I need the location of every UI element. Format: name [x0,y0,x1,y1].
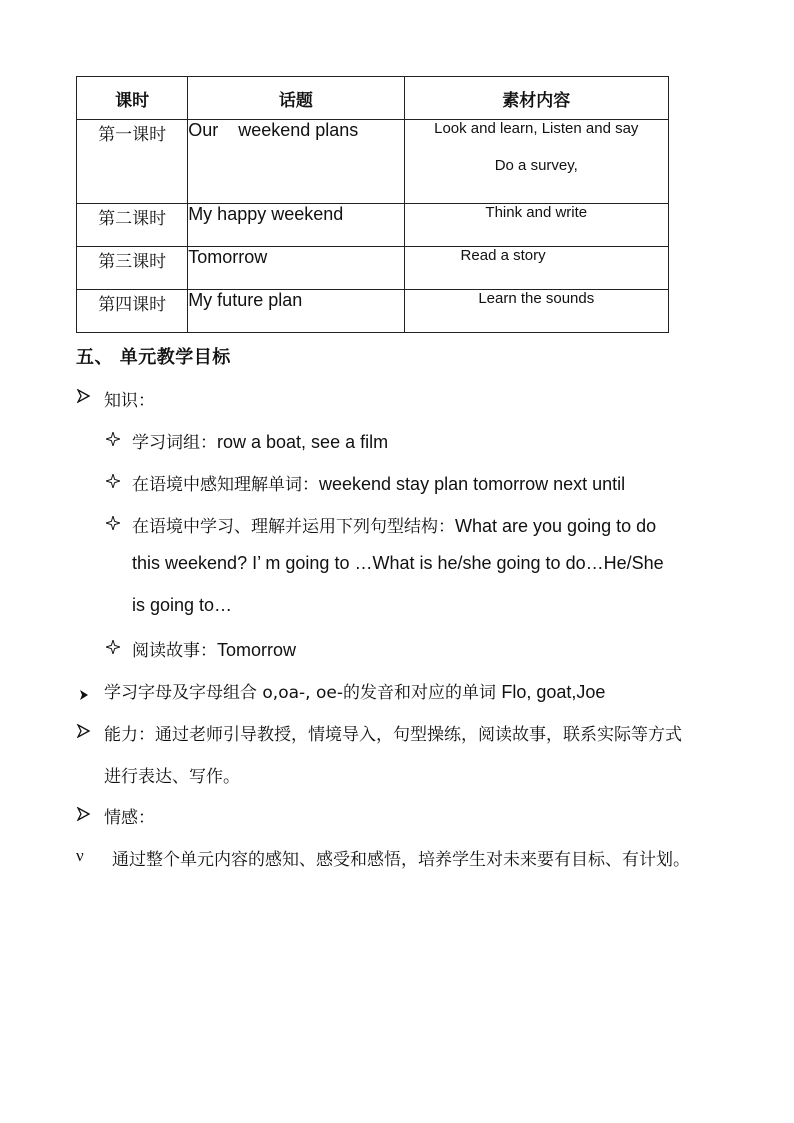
knowledge-item-continuation: is going to… [132,595,233,615]
v-bullet-icon: ν [76,846,84,865]
ability-text-continuation: 进行表达、写作。 [104,767,240,787]
section-title: 五、 单元教学目标 [76,347,231,368]
four-point-star-icon [106,473,120,492]
header-topic: 话题 [188,77,404,120]
knowledge-item: 在语境中感知理解单词：weekend stay plan tomorrow next until [132,474,626,495]
knowledge-label: 知识： [104,391,155,411]
emotion-text: 通过整个单元内容的感知、感受和感悟，培养学生对未来要有目标、有计划。 [112,850,690,870]
table-row [77,290,669,333]
four-point-star-icon [106,431,120,450]
knowledge-item: 在语境中学习、理解并运用下列句型结构：What are you going to do [132,516,657,537]
lesson-cell: 第二课时 [77,204,188,247]
content-cell [404,247,668,290]
table-header-row [77,77,669,120]
arrow-bullet-icon [76,388,90,407]
content-cell: Learn the sounds [404,290,668,333]
lesson-cell: 第一课时 [77,120,188,204]
knowledge-item-continuation: this weekend? I’ m going to …What is he/she going to do…He/She [132,553,664,573]
letters-line: 学习字母及字母组合 o,oa-, oe-的发音和对应的单词 Flo, goat,Joe [104,682,606,703]
small-triangle-icon [80,685,88,704]
knowledge-item: 学习词组：row a boat, see a film [132,432,389,453]
table-row [77,247,669,290]
lesson-cell: 第四课时 [77,290,188,333]
ability-text: 能力：通过老师引导教授，情境导入，句型操练，阅读故事，联系实际等方式 [104,725,682,745]
topic-cell: My happy weekend [188,204,404,247]
topic-cell: Our weekend plans [188,120,404,204]
table-row [77,204,669,247]
lesson-table [76,76,669,333]
header-lesson: 课时 [77,77,188,120]
table-row [77,120,669,204]
content-line: Look and learn, Listen and say [434,120,639,137]
arrow-bullet-icon [76,806,90,825]
content-cell [404,120,668,204]
content-cell: Think and write [404,204,668,247]
content-line: Do a survey, [494,157,578,174]
emotion-label: 情感： [104,808,155,828]
topic-cell: Tomorrow [188,247,404,290]
arrow-bullet-icon [76,723,90,742]
lesson-cell: 第三课时 [77,247,188,290]
content-line: Read a story [460,247,546,264]
header-content: 素材内容 [404,77,668,120]
four-point-star-icon [106,639,120,658]
four-point-star-icon [106,515,120,534]
topic-cell: My future plan [188,290,404,333]
knowledge-item: 阅读故事：Tomorrow [132,640,297,661]
